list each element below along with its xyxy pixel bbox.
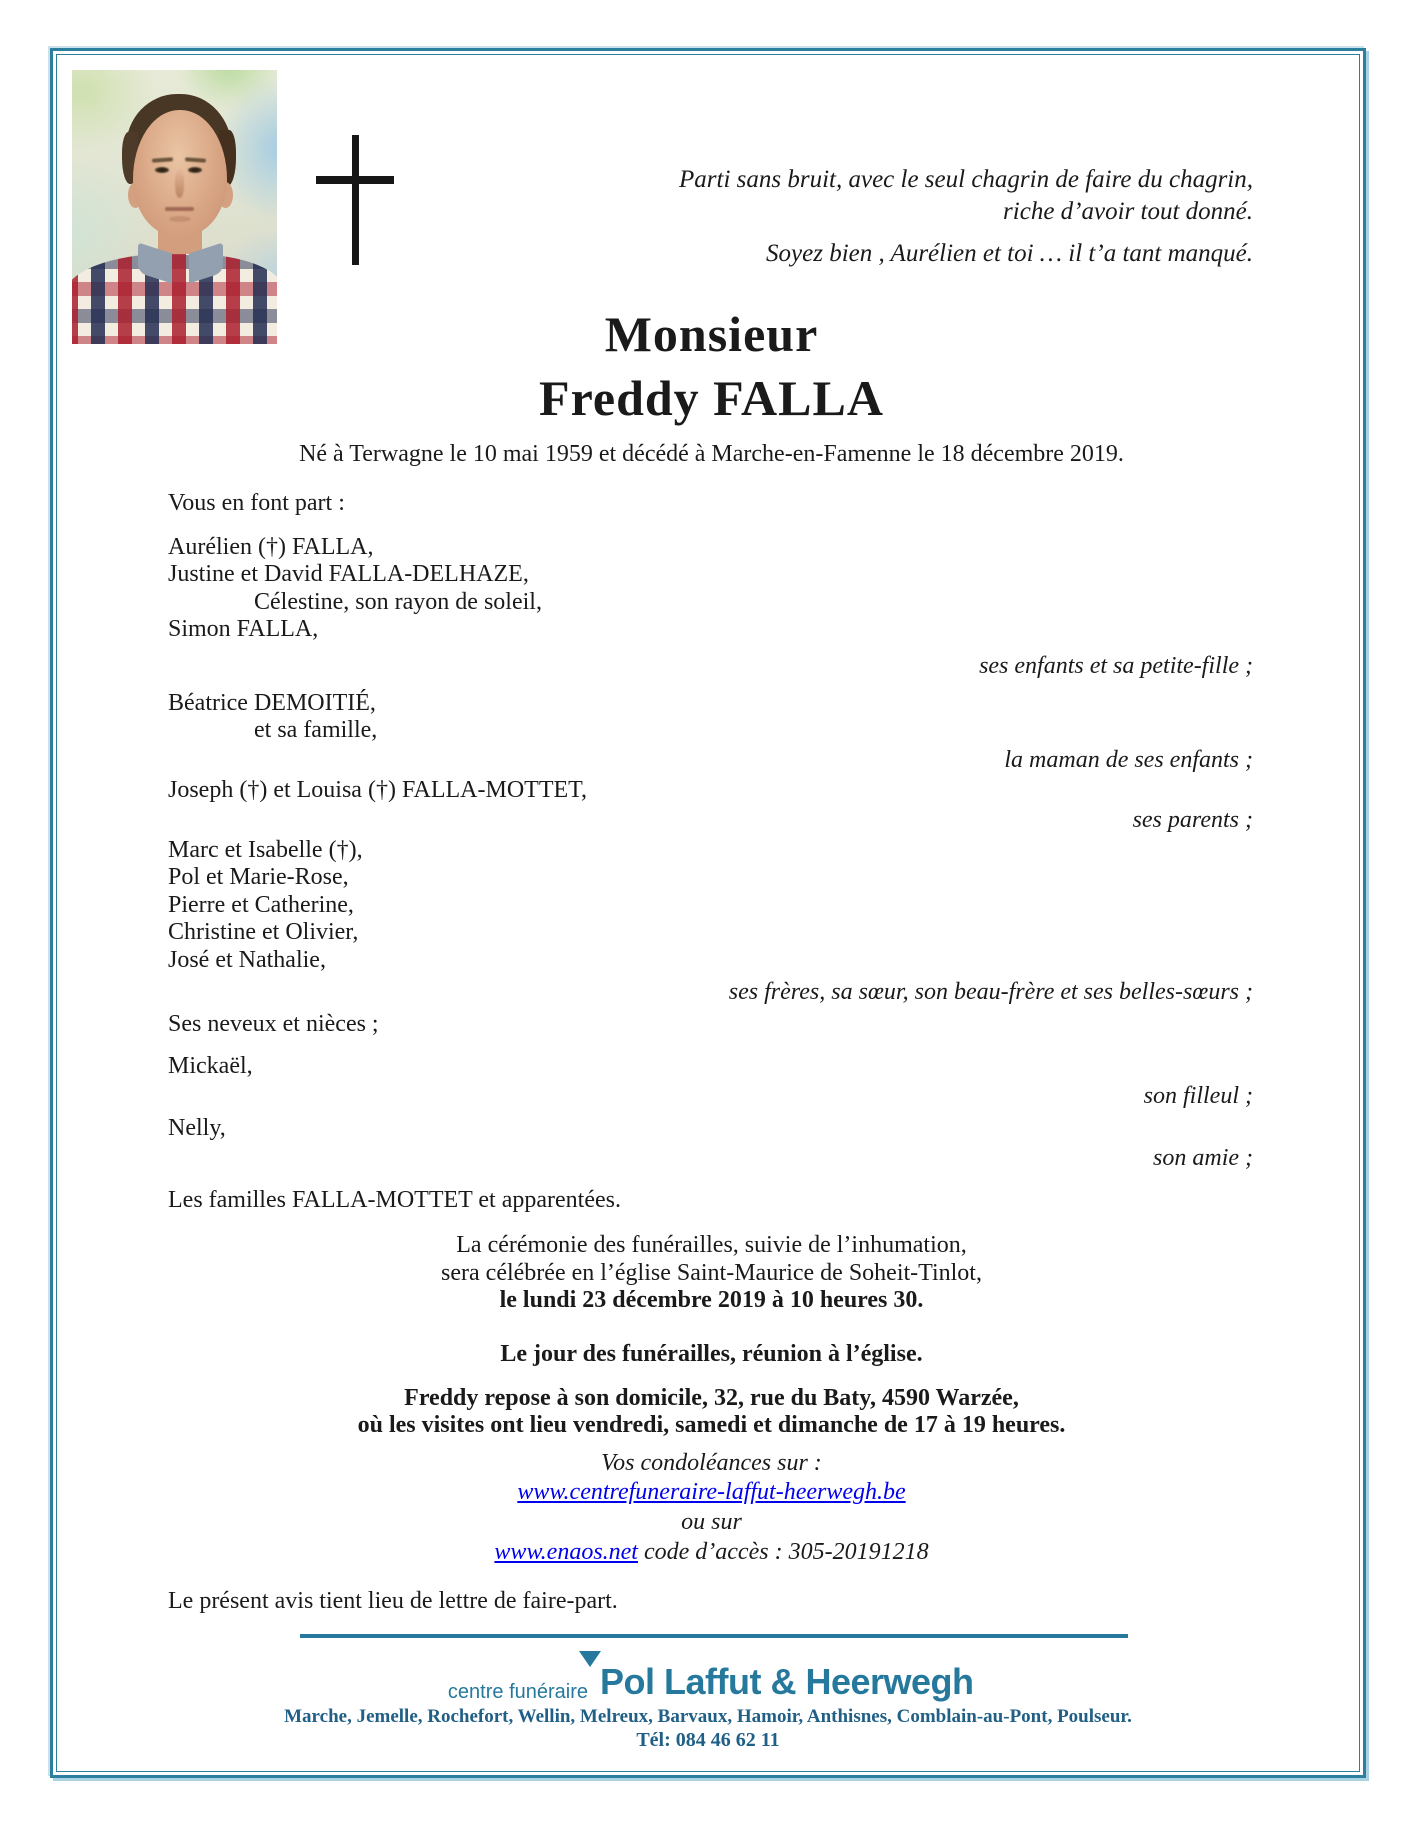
- family-line: Joseph (†) et Louisa (†) FALLA-MOTTET,: [168, 777, 588, 803]
- family-line: Justine et David FALLA-DELHAZE,: [168, 561, 529, 587]
- condolence-site2-line: [168, 1538, 1255, 1566]
- ceremony-date: le lundi 23 décembre 2019 à 10 heures 30.: [499, 1287, 924, 1313]
- ceremony-meeting: Le jour des funérailles, réunion à l’église.: [500, 1341, 923, 1367]
- funeral-home-prefix: centre funéraire: [447, 1681, 588, 1703]
- access-code: code d’accès : 305-20191218: [637, 1539, 929, 1565]
- relation-label: son filleul ;: [1143, 1083, 1253, 1109]
- family-line: Mickaël,: [168, 1053, 253, 1079]
- logo-triangle-icon: [579, 1651, 601, 1667]
- family-line: Christine et Olivier,: [168, 919, 359, 945]
- photo-face: [133, 110, 227, 236]
- epitaph-line-2: riche d’avoir tout donné.: [1003, 198, 1253, 225]
- repose-address: Freddy repose à son domicile, 32, rue du Baty, 4590 Warzée,: [404, 1385, 1019, 1411]
- epitaph-line-3: Soyez bien , Aurélien et toi … il t’a tant manqué.: [766, 240, 1253, 267]
- portrait-photo: [72, 70, 277, 344]
- family-line: Ses neveux et nièces ;: [168, 1011, 379, 1037]
- photo-eyebrow-left: [152, 157, 173, 162]
- photo-eye-right: [188, 167, 202, 173]
- family-line: Béatrice DEMOITIÉ,: [168, 690, 376, 716]
- relation-label: ses frères, sa sœur, son beau-frère et ses belles-sœurs ;: [728, 979, 1253, 1005]
- condolences-or-label: ou sur: [681, 1509, 742, 1535]
- repose-visits: où les visites ont lieu vendredi, samedi et dimanche de 17 à 19 heures.: [357, 1412, 1066, 1438]
- relation-label: ses enfants et sa petite-fille ;: [979, 653, 1253, 679]
- photo-mouth: [165, 207, 194, 211]
- family-line: Simon FALLA,: [168, 616, 319, 642]
- funeral-home-phone: Tél: 084 46 62 11: [636, 1729, 780, 1751]
- family-line: Célestine, son rayon de soleil,: [254, 589, 542, 615]
- funeral-home-name: Pol Laffut & Heerwegh: [600, 1661, 974, 1702]
- family-line: Nelly,: [168, 1115, 226, 1141]
- life-dates: Né à Terwagne le 10 mai 1959 et décédé à Marche-en-Famenne le 18 décembre 2019.: [299, 441, 1124, 467]
- footer-divider: [300, 1634, 1128, 1638]
- relation-label: son amie ;: [1153, 1145, 1253, 1171]
- deceased-name: Freddy FALLA: [539, 370, 884, 426]
- deceased-salutation: Monsieur: [604, 306, 819, 362]
- family-line: José et Nathalie,: [168, 947, 326, 973]
- family-line: Pol et Marie-Rose,: [168, 864, 349, 890]
- funeral-home-locations: Marche, Jemelle, Rochefort, Wellin, Melreux, Barvaux, Hamoir, Anthisnes, Comblain-au-Pont, Poulseur.: [284, 1706, 1132, 1727]
- relation-label: ses parents ;: [1132, 807, 1253, 833]
- photo-eyebrow-right: [185, 157, 206, 162]
- family-line: Marc et Isabelle (†),: [168, 837, 363, 863]
- photo-chin-shadow: [169, 216, 191, 222]
- condolence-link-funeral-home[interactable]: www.centrefuneraire-laffut-heerwegh.be: [517, 1479, 906, 1505]
- relation-label: la maman de ses enfants ;: [1004, 747, 1253, 773]
- ceremony-line-2: sera célébrée en l’église Saint-Maurice de Soheit-Tinlot,: [441, 1260, 982, 1286]
- condolence-link-enaos[interactable]: www.enaos.net: [494, 1539, 638, 1565]
- condolence-site1-line: [168, 1478, 1255, 1506]
- photo-nose: [175, 168, 184, 198]
- epitaph-line-1: Parti sans bruit, avec le seul chagrin de faire du chagrin,: [679, 166, 1253, 193]
- condolences-heading: Vos condoléances sur :: [601, 1450, 822, 1476]
- announcement-intro: Vous en font part :: [168, 490, 345, 516]
- family-line: Pierre et Catherine,: [168, 892, 354, 918]
- photo-eye-left: [155, 167, 169, 173]
- family-line: Les familles FALLA-MOTTET et apparentées.: [168, 1187, 621, 1213]
- closing-notice: Le présent avis tient lieu de lettre de faire-part.: [168, 1588, 618, 1614]
- family-line: et sa famille,: [254, 717, 378, 743]
- family-line: Aurélien (†) FALLA,: [168, 534, 374, 560]
- ceremony-line-1: La cérémonie des funérailles, suivie de l’inhumation,: [456, 1232, 967, 1258]
